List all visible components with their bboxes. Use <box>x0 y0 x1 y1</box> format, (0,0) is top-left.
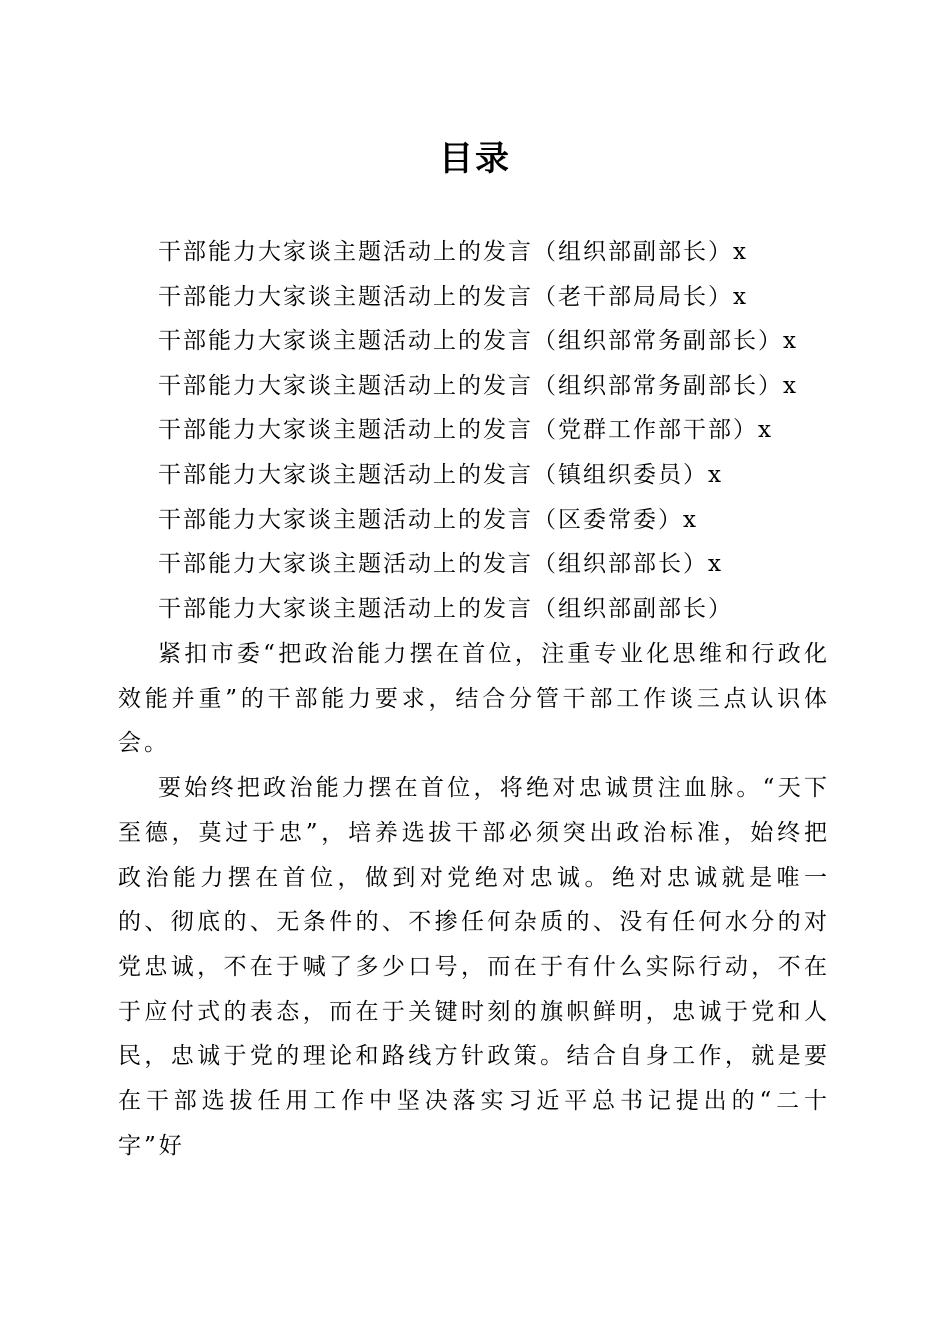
toc-item[interactable]: 干部能力大家谈主题活动上的发言（党群工作部干部）x <box>158 417 773 444</box>
toc-item[interactable]: 干部能力大家谈主题活动上的发言（组织部部长）x <box>158 551 723 578</box>
toc-item[interactable]: 干部能力大家谈主题活动上的发言（老干部局局长）x <box>158 283 748 310</box>
page-title: 目录 <box>439 139 511 179</box>
table-of-contents <box>158 230 858 631</box>
intro-paragraph: 紧扣市委“把政治能力摆在首位，注重专业化思维和行政化效能并重”的干部能力要求，结合分管干部工作谈三点认识体会。 <box>118 641 830 757</box>
toc-item[interactable]: 干部能力大家谈主题活动上的发言（组织部常务副部长）x <box>158 328 798 355</box>
toc-item[interactable]: 干部能力大家谈主题活动上的发言（组织部副部长） <box>158 595 733 622</box>
body-paragraph: 要始终把政治能力摆在首位，将绝对忠诚贯注血脉。“天下至德，莫过于忠”，培养选拔干部必须突出政治标准，始终把政治能力摆在首位，做到对党绝对忠诚。绝对忠诚就是唯一的、彻底的、无条件的、不掺任何杂质的、没有任何水分的对党忠诚，不在于喊了多少口号，而在于有什么实际行动，不在于应付式的表态，而在于关键时刻的旗帜鲜明，忠诚于党和人民，忠诚于党的理论和路线方针政策。结合自身工作，就是要在干部选拔任用工作中坚决落实习近平总书记提出的“二十字”好 <box>118 775 830 1159</box>
toc-item[interactable]: 干部能力大家谈主题活动上的发言（组织部副部长）x <box>158 239 748 265</box>
body-text <box>118 632 830 1168</box>
toc-item[interactable]: 干部能力大家谈主题活动上的发言（镇组织委员）x <box>158 461 723 488</box>
toc-item[interactable]: 干部能力大家谈主题活动上的发言（区委常委）x <box>158 506 698 533</box>
toc-item[interactable]: 干部能力大家谈主题活动上的发言（组织部常务副部长）x <box>158 372 798 399</box>
